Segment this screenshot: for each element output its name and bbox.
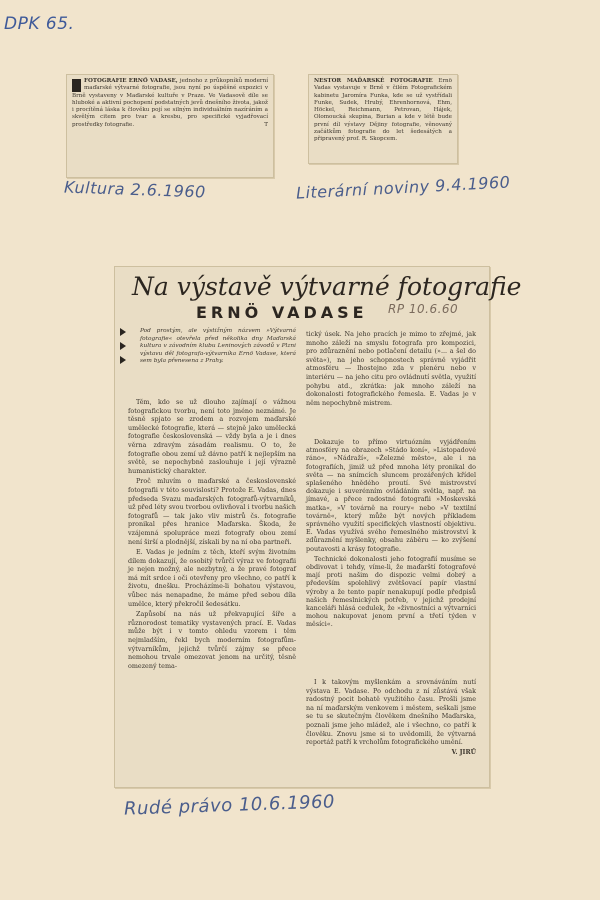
article-subtitle: ERNÖ VADASE (196, 303, 368, 322)
clipping-kultura-text: jednoho z průkopníků moderní maďarské výtvarné fotografie, jsou nyní po úspěšné expozici v Brně vystaveny v Maďarské kultuře v Praze. Ve Vadasově díle se hluboké a aktivní pochopení podstatných jevů dnešního života, jakož i procítěná láska k člověku pojí se silným individuálním nazíráním a skvělým citem pro tvar a kresbu, pro specifické vyjadřovací prostředky fotografie. (72, 78, 268, 128)
article-column-2-top (306, 330, 476, 409)
caption-rude-pravo: Rudé právo 10.6.1960 (123, 791, 336, 820)
pencil-note: RP 10.6.60 (388, 302, 459, 316)
article-column-2-middle (306, 438, 476, 631)
article-column-2-bottom (306, 678, 476, 757)
article-title: Na výstavě výtvarné fotografie (132, 272, 522, 301)
caption-literarni: Literární noviny 9.4.1960 (295, 172, 511, 203)
initial-block (72, 79, 81, 92)
clipping-kultura (66, 74, 274, 178)
column-2-paragraph: I k takovým myšlenkám a srovnáváním nutí výstava E. Vadase. Po odchodu z ní zůstává však radostný pocit bohatě využitého času. Prošli jsme na ní maďarským venkovem i městem, seškali jsme se tu se skutečným člověkem dnešního Maďarska, poznali jsme jeho mládež, ale i všechno, co patří k člověku. Znovu jsme si to uvědomili, že výtvarná reportáž patří k vrcholům fotografického umění. (306, 678, 476, 747)
column-1-paragraph: Zapůsobí na nás už překvapující šíře a různorodost tematiky vystavených prací. E. Vadas může být i v tomto ohledu vzorem i těm nejmladším, řekl bych moderním fotografům-výtvarníkům, jejichž tvůrčí zájmy se přece nemohou trvale omezovat jenom na určitý, těsně omezený tema- (128, 610, 296, 670)
article-signature: V. JIRŮ (451, 748, 476, 756)
column-1-paragraph: E. Vadas je jedním z těch, kteří svým životním dílem dokazují, že osobitý tvůrčí výraz ve fotografii je nejen možný, ale nezbytný, a že pravé fotograf má mít srdce i oči otevřeny pro všechno, co patří k životu, dnešku. Procházíme-li bohatou výstavou, vůbec nás nenapadne, že máme před sebou díla umělce, který překročil šedesátku. (128, 548, 296, 608)
clipping-literarni-body (314, 78, 452, 144)
clipping-literarni-lead: NESTOR MAĎARSKÉ FOTOGRAFIE (314, 78, 433, 84)
article-intro: Pod prostým, ale výstižným názvem »Výtvarná fotografie« otevřela před několika dny Maďarská kultura v závodním klubu Leninových závodů v Plzni výstavu děl fotografa-výtvarníka Ernö Vadase, která sem byla přenesena z Prahy. (140, 328, 296, 365)
clipping-kultura-initial: T (264, 121, 268, 128)
bullet-marks (120, 328, 132, 388)
clipping-kultura-body (72, 78, 268, 129)
column-2-paragraph: tický úsek. Na jeho pracích je mimo to zřejmé, jak mnoho záleží na smyslu fotografa pro kompozici, pro zdůraznění nebo potlačení detailu (»... a šel do světa«), na jeho schopnostech správně vyjádřit atmosféru — lhostejno zda v plenéru nebo v interiéru — na jeho citu pro ovládnutí světla, využití pohybu atd., zkrátka: jak mnoho záleží na dokonalosti fotografického řemesla. E. Vadas je v něm nepochybně mistrem. (306, 330, 476, 407)
column-1-paragraph: Těm, kdo se už dlouho zajímají o vážnou fotografickou tvorbu, není toto jméno neznámé. Je těsně spjato se zrodem a rozvojem maďarské umělecké fotografie, která — stejně jako umělecká fotografie československá — vždy byla a je i dnes věrna zdravým zásadám realismu. O to, že fotografie obou zemí už dávno patří k nejlepším na světě, se nepochybně zaslouhuje i její výrazně humanistický charakter. (128, 398, 296, 475)
column-2-paragraph: Dokazuje to přímo virtuózním vyjádřením atmosféry na obrazech »Stádo koní«, »Listopadové ráno«, »Nádraží«, »Železné město«, ale i na fotografiích, jimiž už před mnoha léty pronikal do světa — na snímcích sluncem prozářených křídel splašeného hnědého proutí. Své mistrovství dokazuje i suverénním ovládáním světla, např. na jímavé, a přece radostné fotografii »Moskevská matka«, »V továrně na rourу« nebo »V textilní továrně«, který může být nových příkladem správného využití specifických vlastností objektivu. E. Vadas využívá svého řemeslného mistrovství k zdůraznění myšlenky, obsahu záběru — ko zvýšení poutavosti a krásy fotografie. (306, 438, 476, 553)
column-2-paragraph: Technické dokonalosti jeho fotografií musíme se obdivovat i tehdy, víme-li, že maďarští fotografové mají proti našim do dispozic velmi dobrý a především spolehlivý zvětšovací papír vlastní výroby a že tento papír nenakupují podle předpisů našich řemeslnických potřeb, v jejichž prodejní kanceláři hlásá cedulek, že »živnostníci a výtvarníci mohou nakupovat jenom první a třetí týden v měsíci«. (306, 554, 476, 629)
clipping-kultura-lead: FOTOGRAFIE ERNŐ VADASE, (84, 78, 178, 84)
clipping-literarni (308, 74, 458, 164)
page-reference: DPK 65. (4, 14, 75, 34)
clipping-literarni-text: Ernö Vadas vystavuje v Brně v čilém Fotografickém kabinetu Jaromíra Funka, kde se už vystřídali Funke, Sudek, Hrubý, Ehrenhornová, Ehm, Höckel, Reichmann, Petrovan, Hájek, Olomoucká skupina, Burian a kde v létě bude první díl výstavy Dějiny fotografie, věnovaný začátkům fotografie do let šedesátých a připravený prof. R. Skopcem. (314, 78, 453, 143)
caption-kultura: Kultura 2.6.1960 (63, 177, 207, 202)
column-1-paragraph: Proč mluvím o maďarské a československé fotografii v této souvislosti? Protože E. Vadas, dnes předseda Svazu maďarských fotografů-výtvarníků, už před léty svou tvorbou ovlivňoval i tvorbu našich fotografů — tak jako vliv mistrů čs. fotografie pronikal přes hranice Maďarska. Škoda, že vzájemná spolupráce mezi fotografy obou zemí není širší a plodnější, získali by na ní oba partneři. (128, 477, 296, 546)
article-column-1 (128, 398, 296, 672)
